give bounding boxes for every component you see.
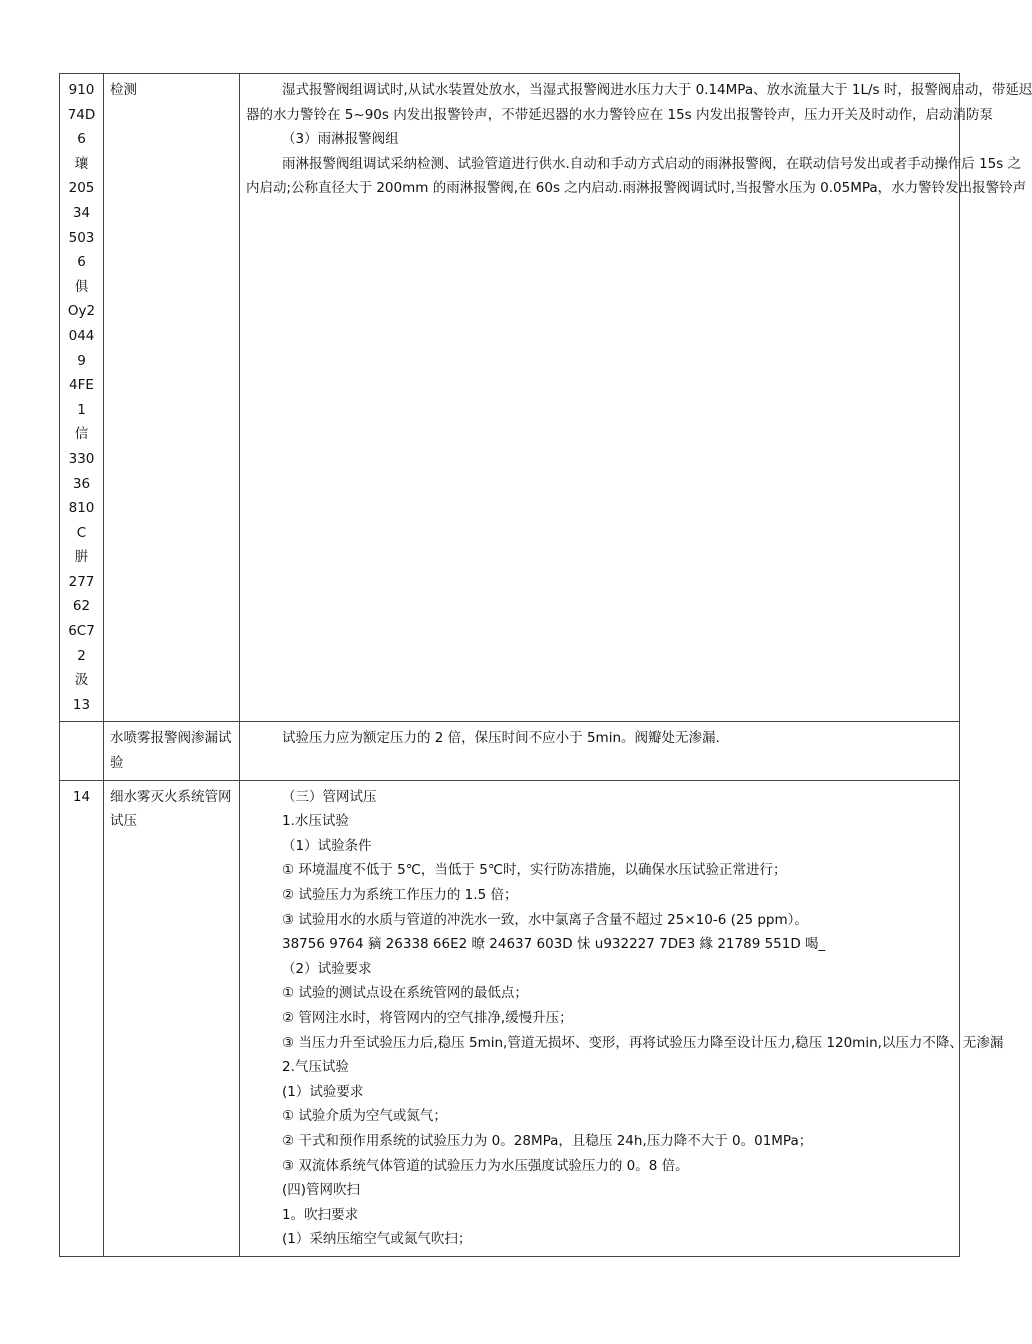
code-line: 910 — [68, 82, 95, 98]
content-line: （3）雨淋报警阀组 — [282, 131, 399, 148]
code-line: 6 — [77, 131, 86, 148]
content-cell — [240, 74, 1032, 722]
code-line: 9 — [77, 352, 86, 369]
code-line: 6 — [77, 254, 86, 271]
content-line: （三）管网试压 — [282, 788, 377, 805]
code-line: 277 — [68, 573, 95, 590]
content-line: ③ 试验用水的水质与管道的冲洗水一致，水中氯离子含量不超过 25×10-6 (25 ppm）。 — [282, 911, 808, 928]
code-line: 62 — [72, 598, 91, 615]
content-line: ① 试验介质为空气或氮气； — [282, 1108, 447, 1125]
content-line: （2）试验要求 — [282, 960, 372, 977]
code-line: 俱 — [74, 278, 89, 295]
content-line: 内启动;公称直径大于 200mm 的雨淋报警阀,在 60s 之内启动.雨淋报警阀调试时,当报警水压为 0.05MPa，水力警铃发出报警铃声 — [246, 180, 1027, 197]
item-name-cell: 检测 — [104, 74, 240, 722]
content-line: ② 干式和预作用系统的试验压力为 0。28MPa，且稳压 24h,压力降不大于 0。01MPa； — [282, 1132, 813, 1149]
row-number-cell — [60, 722, 104, 780]
content-line: ② 管网注水时，将管网内的空气排净,缓慢升压； — [282, 1009, 573, 1026]
content-line: (1）试验要求 — [282, 1083, 364, 1100]
content-line: ② 试验压力为系统工作压力的 1.5 倍； — [282, 887, 518, 903]
content-line: 器的水力警铃在 5~90s 内发出报警铃声，不带延迟器的水力警铃应在 15s 内发出报警铃声，压力开关及时动作，启动消防泵 — [246, 106, 993, 123]
code-line: 044 — [68, 327, 95, 344]
content-line: 湿式报警阀组调试时,从试水装置处放水，当湿式报警阀进水压力大于 0.14MPa、放水流量大于 1L/s 时，报警阀启动，带延迟 — [282, 82, 1032, 98]
item-name-cell: 水喷雾报警阀渗漏试验 — [104, 722, 240, 780]
code-line: 信 — [74, 426, 89, 443]
content-cell — [240, 780, 1004, 1256]
code-line: C — [76, 524, 87, 541]
content-line: ① 环境温度不低于 5℃，当低于 5℃时，实行防冻措施，以确保水压试验正常进行； — [282, 862, 787, 879]
table-row — [60, 780, 960, 1256]
code-line: 330 — [68, 450, 95, 467]
code-line: 810 — [68, 500, 95, 517]
content-cell — [240, 722, 960, 780]
content-line: 1.水压试验 — [282, 813, 349, 830]
code-line: 汲 — [74, 672, 89, 689]
content-line: 38756 9764 豴 26338 66E2 暸 24637 603D 怽 u932227 7DE3 緣 21789 551D 喝_ — [282, 936, 826, 953]
content-line: 1。吹扫要求 — [282, 1206, 359, 1223]
code-line: 腁 — [74, 549, 89, 566]
content-line: (1）采纳压缩空气或氮气吹扫； — [282, 1231, 472, 1248]
content-line: 雨淋报警阀组调试采纳检测、试验管道进行供水.自动和手动方式启动的雨淋报警阀，在联动信号发出或者手动操作后 15s 之 — [282, 155, 1022, 172]
table-row — [60, 74, 960, 722]
code-line: 13 — [72, 696, 91, 713]
code-line: 瓖 — [74, 155, 89, 172]
content-line: 试验压力应为额定压力的 2 倍，保压时间不应小于 5min。阀瓣处无渗漏. — [282, 730, 720, 747]
code-line: 36 — [72, 475, 91, 492]
document-table — [59, 73, 1032, 1257]
code-line: 74D — [67, 106, 96, 123]
code-line: 2 — [77, 647, 86, 664]
content-line: ③ 双流体系统气体管道的试验压力为水压强度试验压力的 0。8 倍。 — [282, 1157, 689, 1174]
item-name-cell: 细水雾灭火系统管网试压 — [104, 780, 240, 1256]
content-line: ③ 当压力升至试验压力后,稳压 5min,管道无损坏、变形，再将试验压力降至设计压力,稳压 120min,以压力不降、无渗漏 — [282, 1034, 1004, 1051]
row-number-cell — [60, 74, 104, 722]
code-line: 34 — [72, 204, 91, 221]
code-line: 205 — [68, 180, 95, 197]
content-line: （1）试验条件 — [282, 837, 372, 854]
content-line: 2.气压试验 — [282, 1059, 349, 1076]
row-number-cell: 14 — [60, 780, 104, 1256]
code-line: 4FE — [69, 377, 94, 394]
content-line: (四)管网吹扫 — [282, 1182, 361, 1199]
content-line: ① 试验的测试点设在系统管网的最低点； — [282, 985, 528, 1002]
code-line: 1 — [77, 401, 86, 418]
code-line: 6C7 — [68, 623, 95, 640]
code-line: 503 — [68, 229, 95, 246]
code-line: Oy2 — [67, 303, 96, 320]
table-row — [60, 722, 960, 780]
